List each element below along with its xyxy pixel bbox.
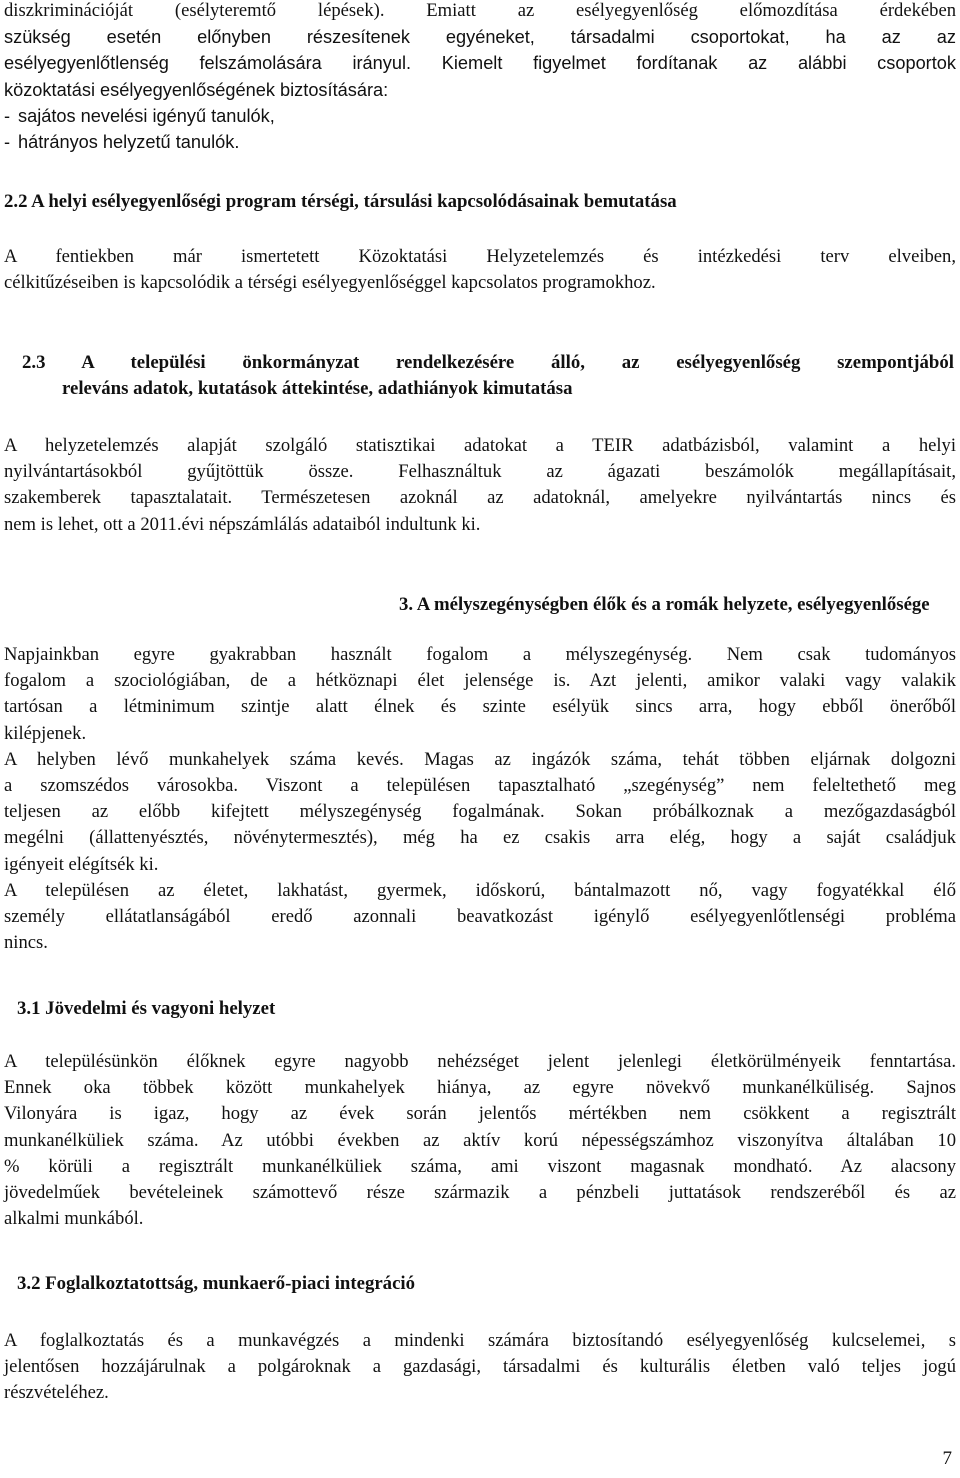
- text-line: a szomszédos városokba. Viszont a településen tapasztalható „szegénység” nem feleltethető meg: [4, 775, 956, 797]
- dash-bullet: -: [4, 105, 11, 126]
- text-line: fogalom a szociológiában, de a hétköznapi élet jelensége is. Azt jelenti, amikor valaki vagy valakik: [4, 670, 956, 692]
- text-line: diszkriminációját (esélyteremtő lépések). Emiatt az esélyegyenlőség előmozdítása érdekében: [4, 0, 956, 21]
- text-line: jelentősen hozzájárulnak a polgároknak a gazdasági, társadalmi és kulturális életben való teljes jogú: [4, 1356, 956, 1378]
- text-line: célkitűzéseiben is kapcsolódik a térségi esélyegyenlőséggel kapcsolatos programokhoz.: [4, 272, 656, 294]
- text-line: kilépjenek.: [4, 722, 87, 744]
- section-3-1-heading-wrap: [4, 996, 956, 1022]
- list-item-text: hátrányos helyzetű tanulók.: [18, 132, 240, 153]
- section-heading: 3.2 Foglalkoztatottság, munkaerő-piaci integráció: [17, 1273, 416, 1294]
- text-line: A településen az életet, lakhatást, gyermek, időskorú, bántalmazott nő, vagy fogyatékkal élő: [4, 879, 956, 901]
- text-line: A fentiekben már ismertetett Közoktatási Helyzetelemzés és intézkedési terv elveiben,: [4, 246, 956, 267]
- section-heading: 3. A mélyszegénységben élők és a romák helyzete, esélyegyenlősége: [399, 594, 930, 615]
- text-line: személy ellátatlanságából eredő azonnali beavatkozást igénylő esélyegyenlőtlenségi probléma: [4, 906, 956, 928]
- text-line: szükség esetén előnyben részesítenek egyéneket, társadalmi csoportokat, ha az az: [4, 27, 956, 48]
- list-item: [4, 103, 956, 129]
- text-line: teljesen az előbb kifejtett mélyszegénység fogalmának. Sokan próbálkoznak a mezőgazdaságból: [4, 801, 956, 823]
- text-line: nyilvántartásokból gyűjtöttük össze. Felhasználtuk az ágazati beszámolók megállapításait,: [4, 461, 956, 483]
- text-line: munkanélküliek száma. Az utóbbi években az aktív korú népességszámhoz viszonyítva általában 10: [4, 1129, 956, 1151]
- section-heading-line: 2.3 A települési önkormányzat rendelkezésére álló, az esélyegyenlőség szempontjából: [22, 352, 954, 373]
- list-item: [4, 129, 956, 155]
- text-line: megélni (állattenyésztés, növénytermesztés), még ha ez csakis arra elég, hogy a saját családjuk: [4, 827, 956, 849]
- section-3-2-body: [4, 1328, 956, 1407]
- text-line: közoktatási esélyegyenlőségének biztosítására:: [4, 79, 389, 100]
- intro-paragraph: [4, 0, 956, 155]
- bullet-list: [4, 103, 956, 155]
- text-line: esélyegyenlőtlenség felszámolására irányul. Kiemelt figyelmet fordítanak az alábbi csoportok: [4, 53, 956, 74]
- text-line: nem is lehet, ott a 2011.évi népszámlálás adataiból indultunk ki.: [4, 513, 481, 535]
- text-line: Ennek oka többek között munkahelyek hiánya, az egyre növekvő munkanélküliség. Sajnos: [4, 1077, 956, 1099]
- text-line: A foglalkoztatás és a munkavégzés a mindenki számára biztosítandó esélyegyenlőség kulcselemei, s: [4, 1330, 956, 1351]
- section-heading: 2.2 A helyi esélyegyenlőségi program térségi, társulási kapcsolódásainak bemutatása: [4, 191, 677, 212]
- text-line: részvételéhez.: [4, 1382, 109, 1404]
- text-line: szakemberek tapasztalatait. Természetesen azoknál az adatoknál, amelyekre nyilvántartás nincs és: [4, 487, 956, 509]
- section-3-body: [4, 642, 956, 956]
- section-heading-line: releváns adatok, kutatások áttekintése, adathiányok kimutatása: [62, 378, 573, 399]
- text-line: A helyzetelemzés alapját szolgáló statisztikai adatokat a TEIR adatbázisból, valamint a helyi: [4, 435, 956, 456]
- section-2-2-heading-wrap: [4, 189, 938, 215]
- list-item-text: sajátos nevelési igényű tanulók,: [18, 105, 275, 126]
- page-number: 7: [942, 1448, 952, 1469]
- text-line: nincs.: [4, 932, 48, 954]
- text-line: tartósan a létminimum szintje alatt élnek és szinte esélyük sincs arra, hogy ebből önerőből: [4, 696, 956, 718]
- section-3-1-body: [4, 1049, 956, 1232]
- section-2-3-body: [4, 433, 956, 538]
- section-3-heading-wrap: [399, 592, 960, 618]
- text-line: jövedelműek bevételeinek számottevő része származik a pénzbeli juttatások rendszeréből és az: [4, 1182, 956, 1204]
- text-line: alkalmi munkából.: [4, 1208, 144, 1230]
- text-line: Napjainkban egyre gyakrabban használt fogalom a mélyszegénység. Nem csak tudományos: [4, 644, 956, 665]
- section-2-2-body: [4, 244, 956, 296]
- section-heading: 3.1 Jövedelmi és vagyoni helyzet: [17, 998, 276, 1019]
- dash-bullet: -: [4, 132, 11, 153]
- text-line: A helyben lévő munkahelyek száma kevés. Magas az ingázók száma, tehát többen eljárnak dolgozni: [4, 748, 956, 770]
- section-2-3-heading: [4, 350, 956, 402]
- text-line: igényeit elégítsék ki.: [4, 853, 159, 875]
- text-line: A településünkön élőknek egyre nagyobb nehézséget jelent jelenlegi életkörülményeik fenntartása.: [4, 1051, 956, 1072]
- section-3-2-heading-wrap: [4, 1271, 956, 1297]
- text-line: % körüli a regisztrált munkanélküliek száma, ami viszont magasnak mondható. Az alacsony: [4, 1155, 956, 1177]
- text-line: Vilonyára is igaz, hogy az évek során jelentős mértékben nem csökkent a regisztrált: [4, 1103, 956, 1125]
